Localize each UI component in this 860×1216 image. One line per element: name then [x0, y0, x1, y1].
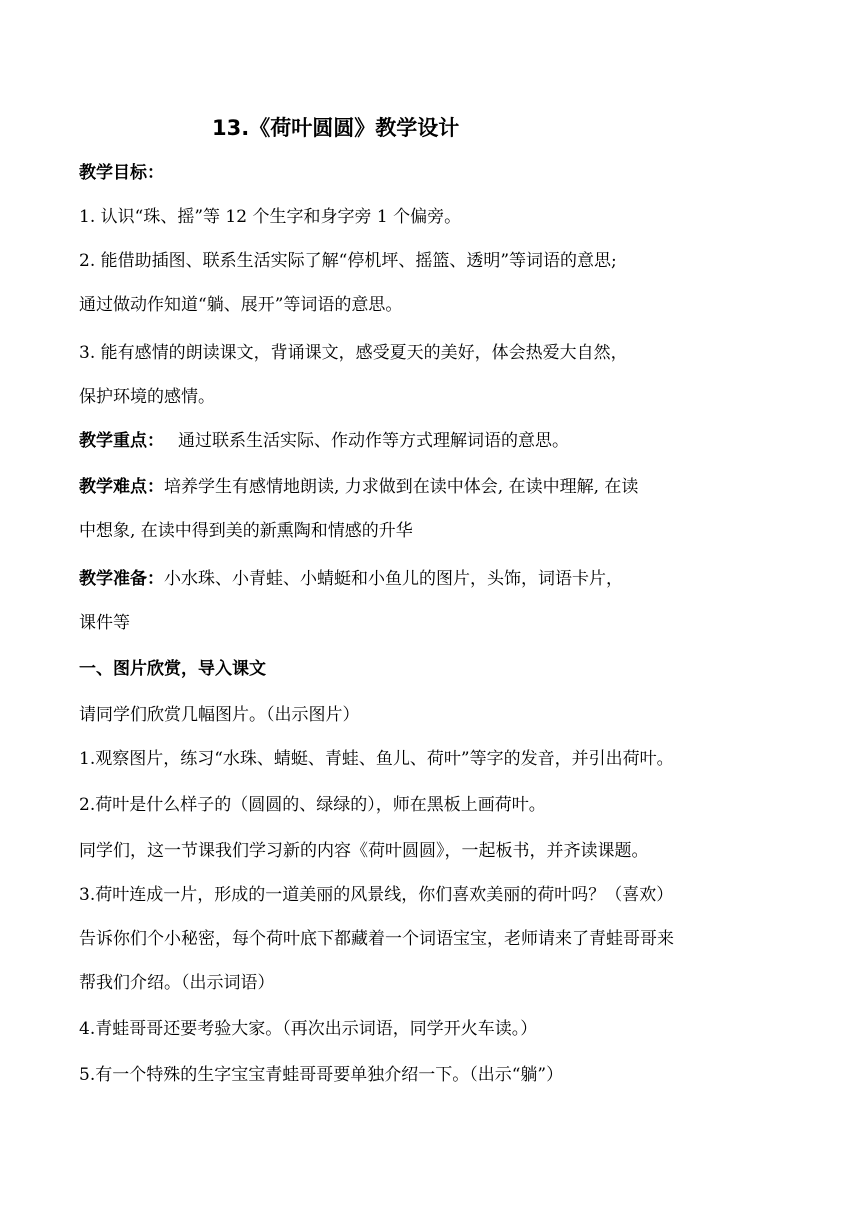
objectives-heading: 教学目标：	[79, 163, 164, 183]
objective-item-2-line-1: 2. 能借助插图、联系生活实际了解“停机坪、摇篮、透明”等词语的意思;	[79, 251, 617, 271]
preparation-text-line-2: 课件等	[79, 613, 130, 633]
section-1-paragraph-1: 1.观察图片，练习“水珠、蜻蜓、青蛙、鱼儿、荷叶”等字的发音，并引出荷叶。	[79, 749, 674, 769]
document-title: 13.《荷叶圆圆》教学设计	[212, 116, 460, 140]
difficulty-label: 教学难点：	[79, 477, 164, 497]
key-point-text: 通过联系生活实际、作动作等方式理解词语的意思。	[178, 431, 569, 451]
key-point-label: 教学重点：	[79, 431, 164, 451]
objective-item-3-line-1: 3. 能有感情的朗读课文，背诵课文，感受夏天的美好，体会热爱大自然，	[79, 343, 628, 363]
section-1-paragraph-7: 5.有一个特殊的生字宝宝青蛙哥哥要单独介绍一下。（出示“躺”）	[79, 1065, 564, 1085]
difficulty-text-line-2: 中想象, 在读中得到美的新熏陶和情感的升华	[79, 521, 413, 541]
objective-item-2-line-2: 通过做动作知道“躺、展开”等词语的意思。	[79, 295, 403, 315]
section-1-paragraph-5-line-1: 告诉你们个小秘密，每个荷叶底下都藏着一个词语宝宝，老师请来了青蛙哥哥来	[79, 929, 674, 949]
difficulty-paragraph-line-1	[79, 474, 789, 500]
objective-item-1: 1. 认识“珠、摇”等 12 个生字和身字旁 1 个偏旁。	[79, 207, 462, 227]
section-1-paragraph-4: 3.荷叶连成一片，形成的一道美丽的风景线，你们喜欢美丽的荷叶吗？（喜欢）	[79, 885, 674, 905]
key-point-paragraph	[79, 428, 789, 454]
section-1-paragraph-6: 4.青蛙哥哥还要考验大家。（再次出示词语，同学开火车读。）	[79, 1019, 538, 1039]
section-1-paragraph-2: 2.荷叶是什么样子的（圆圆的、绿绿的），师在黑板上画荷叶。	[79, 795, 546, 815]
section-1-heading: 一、图片欣赏，导入课文	[79, 659, 266, 679]
preparation-label: 教学准备：	[79, 569, 164, 589]
section-1-paragraph-5-line-2: 帮我们介绍。（出示词语）	[79, 973, 275, 993]
preparation-paragraph-line-1	[79, 566, 789, 592]
objective-item-3-line-2: 保护环境的感情。	[79, 387, 215, 407]
preparation-text-line-1: 小水珠、小青蛙、小蜻蜓和小鱼儿的图片，头饰，词语卡片，	[164, 569, 623, 589]
section-1-intro: 请同学们欣赏几幅图片。（出示图片）	[79, 705, 360, 725]
difficulty-text-line-1: 培养学生有感情地朗读, 力求做到在读中体会, 在读中理解, 在读	[164, 477, 639, 497]
section-1-paragraph-3: 同学们，这一节课我们学习新的内容《荷叶圆圆》，一起板书，并齐读课题。	[79, 841, 649, 861]
